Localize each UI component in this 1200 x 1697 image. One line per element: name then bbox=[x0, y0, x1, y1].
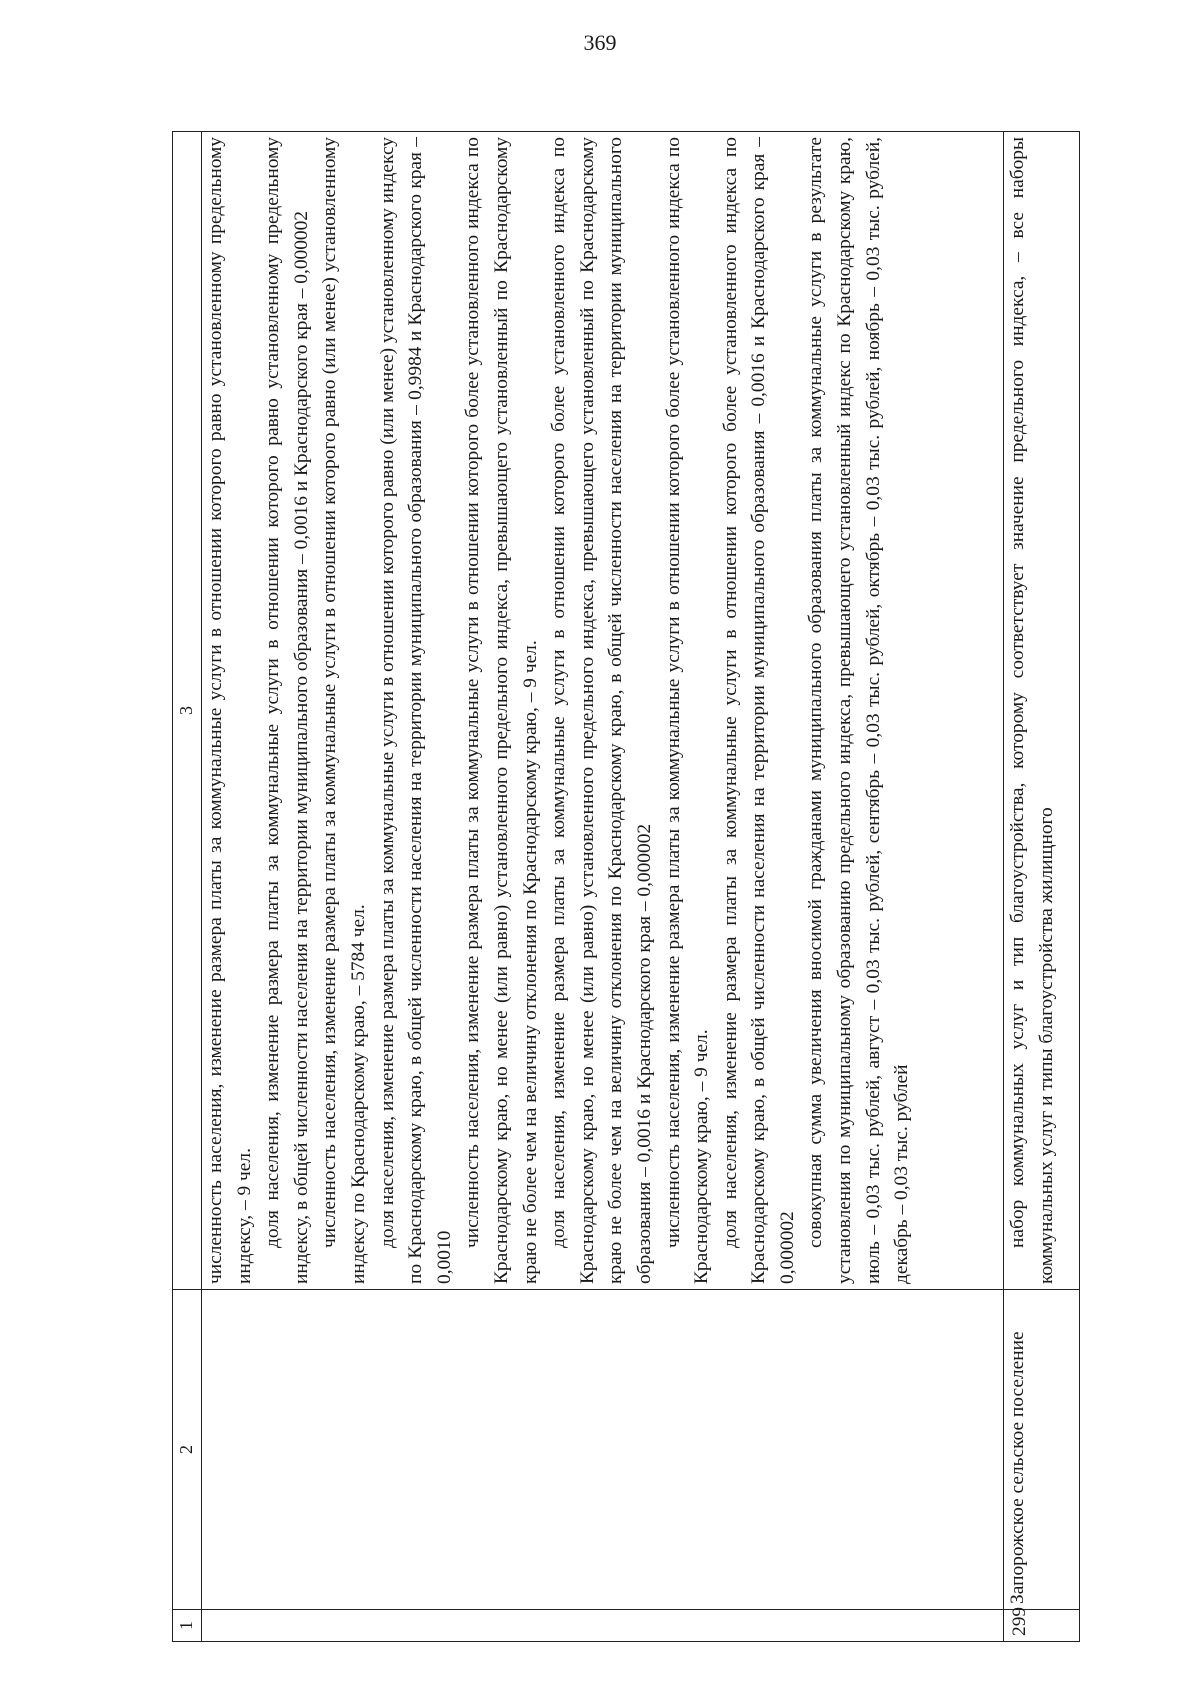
settlement-name: Запорожское сельское поселение bbox=[1004, 1290, 1080, 1610]
header-col-2: 2 bbox=[173, 1290, 202, 1610]
paragraph: численность населения, изменение размера платы за коммунальные услуги в отношении которого более установленного индекса по Краснодарскому краю, – 9 чел. bbox=[662, 137, 713, 1284]
row-number: 299 bbox=[1004, 1610, 1080, 1642]
table-row-299 bbox=[1004, 132, 1080, 1642]
paragraph: численность населения, изменение размера платы за коммунальные услуги в отношении которого равно установленному предельному индексу, – 9 чел. bbox=[205, 137, 255, 1284]
paragraph: доля населения, изменение размера платы за коммунальные услуги в отношении которого более установленного индекса по Краснодарскому краю, но менее (или равно) установленного предельного индекса, превышающего установленный по Краснодарскому краю не более чем на величину отклонения по Краснодарскому краю, в общей численности населения на территории муниципального образования – 0,0016 и Краснодарского края – 0,000002 bbox=[548, 137, 655, 1284]
paragraph: численность населения, изменение размера платы за коммунальные услуги в отношении которого равно (или менее) установленному индексу по Краснодарскому краю, – 5784 чел. bbox=[319, 137, 369, 1284]
paragraph: доля населения, изменение размера платы за коммунальные услуги в отношении которого равно установленному предельному индексу, в общей численности населения на территории муниципального образования – 0,0016 и Краснодарского края – 0,000002 bbox=[262, 137, 312, 1284]
paragraph: численность населения, изменение размера платы за коммунальные услуги в отношении которого более установленного индекса по Краснодарскому краю, но менее (или равно) установленного предельного индекса, превышающего установленный по Краснодарскому краю не более чем на величину отклонения по Краснодарскому краю, – 9 чел. bbox=[462, 137, 541, 1284]
data-table bbox=[172, 131, 1080, 1642]
paragraph: совокупная сумма увеличения вносимой гражданами муниципального образования платы за коммунальные услуги в результате установления по муниципальному образованию предельного индекса, превышающего установленный индекс по Краснодарскому краю, июль – 0,03 тыс. рублей, август – 0,03 тыс. рублей, сентябрь – 0,03 тыс. рублей, октябрь – 0,03 тыс. рублей, ноябрь – 0,03 тыс. рублей, декабрь – 0,03 тыс. рублей bbox=[805, 137, 913, 1284]
header-col-1: 1 bbox=[173, 1610, 202, 1642]
rotated-table-wrapper bbox=[172, 132, 1080, 1642]
row-299-text-cell bbox=[1004, 132, 1080, 1290]
continued-text-cell bbox=[202, 132, 1004, 1290]
page-number: 369 bbox=[583, 30, 617, 55]
table-row-continued bbox=[202, 132, 1004, 1642]
table-header-row bbox=[173, 132, 202, 1642]
paragraph: доля населения, изменение размера платы за коммунальные услуги в отношении которого равно (или менее) установленному индексу по Краснодарскому краю, в общей численности населения на территории муниципального образования – 0,9984 и Краснодарского края – 0,0010 bbox=[376, 137, 455, 1284]
continued-name-cell bbox=[202, 1290, 1004, 1610]
continued-num-cell bbox=[202, 1610, 1004, 1642]
paragraph: набор коммунальных услуг и тип благоустройства, которому соответствует значение предельного индекса, – все наборы коммунальных услуг и типы благоустройства жилищного bbox=[1007, 137, 1057, 1284]
header-col-3: 3 bbox=[173, 132, 202, 1290]
paragraph: доля населения, изменение размера платы за коммунальные услуги в отношении которого более установленного индекса по Краснодарскому краю, в общей численности населения на территории муниципального образования – 0,0016 и Краснодарского края – 0,000002 bbox=[719, 137, 798, 1284]
